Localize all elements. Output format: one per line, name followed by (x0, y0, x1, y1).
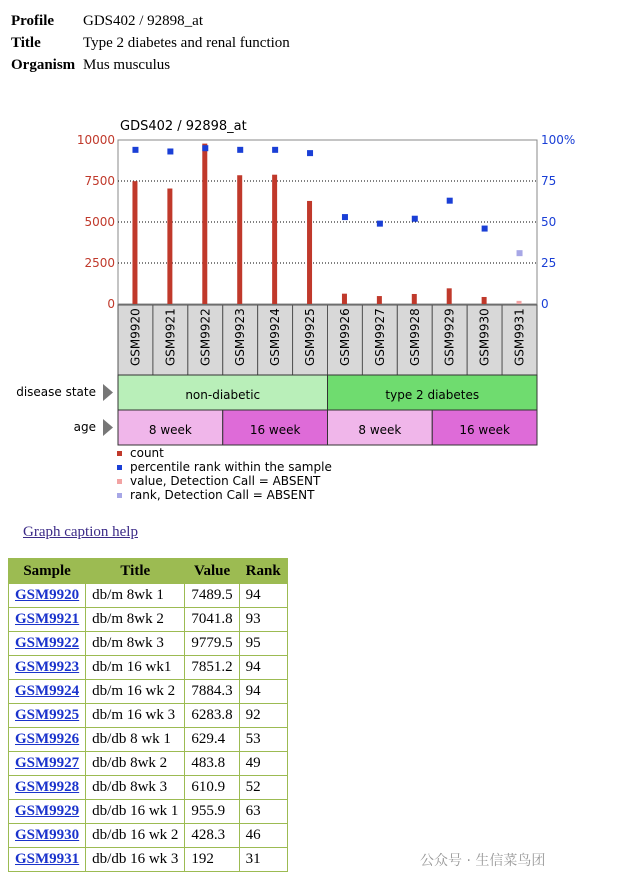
sample-cell[interactable] (9, 704, 86, 728)
rank-cell: 53 (239, 728, 287, 752)
table-row (9, 800, 288, 824)
organism-value: Mus musculus (83, 57, 171, 73)
rank-cell: 94 (239, 584, 287, 608)
sample-cell[interactable] (9, 848, 86, 872)
title-cell: db/db 8 wk 1 (86, 728, 185, 752)
rank-cell: 95 (239, 632, 287, 656)
count-bar (272, 175, 277, 304)
left-tick-label: 0 (107, 297, 115, 311)
sample-cell[interactable] (9, 680, 86, 704)
factor-group-label: 8 week (358, 423, 402, 437)
sample-cell[interactable] (9, 800, 86, 824)
rank-point (132, 147, 138, 153)
count-bar (482, 297, 487, 304)
title-cell: db/db 8wk 3 (86, 776, 185, 800)
table-row (9, 680, 288, 704)
table-row (9, 752, 288, 776)
sample-link[interactable]: GSM9930 (15, 827, 80, 843)
count-bar (342, 294, 347, 304)
category-label: GSM9921 (163, 308, 178, 366)
category-label: GSM9931 (512, 308, 527, 366)
legend-swatch (117, 451, 122, 456)
right-tick-label: 50 (541, 215, 557, 229)
graph-caption-help-link[interactable]: Graph caption help (23, 524, 138, 540)
table-row (9, 704, 288, 728)
right-tick-label: 100% (541, 133, 576, 147)
category-label: GSM9927 (372, 308, 387, 366)
value-cell: 955.9 (185, 800, 239, 824)
category-label: GSM9926 (337, 308, 352, 366)
right-tick-label: 0 (541, 297, 549, 311)
organism-label: Organism (11, 57, 76, 73)
sample-link[interactable]: GSM9922 (15, 635, 80, 651)
value-cell: 7489.5 (185, 584, 239, 608)
factor-label: disease state (16, 385, 96, 399)
category-label: GSM9924 (268, 308, 283, 366)
count-bar (202, 144, 207, 304)
legend-label: value, Detection Call = ABSENT (130, 474, 321, 488)
rank-point (342, 214, 348, 220)
legend-label: percentile rank within the sample (130, 460, 332, 474)
factor-label: age (73, 420, 96, 434)
table-row (9, 776, 288, 800)
profile-value: GDS402 / 92898_at (83, 13, 203, 29)
table-row (9, 848, 288, 872)
count-bar (307, 201, 312, 304)
left-tick-label: 2500 (84, 256, 115, 270)
samples-table (8, 558, 288, 872)
title-label: Title (11, 35, 41, 51)
sample-cell[interactable] (9, 824, 86, 848)
sample-cell[interactable] (9, 608, 86, 632)
category-label: GSM9928 (407, 308, 422, 366)
title-cell: db/m 16 wk 3 (86, 704, 185, 728)
rank-point (377, 221, 383, 227)
column-header: Sample (9, 559, 86, 584)
category-label: GSM9920 (128, 308, 143, 366)
chart-title: GDS402 / 92898_at (120, 119, 247, 134)
column-header: Rank (239, 559, 287, 584)
title-cell: db/m 8wk 3 (86, 632, 185, 656)
rank-cell: 63 (239, 800, 287, 824)
title-cell: db/m 8wk 2 (86, 608, 185, 632)
sample-cell[interactable] (9, 584, 86, 608)
left-tick-label: 10000 (76, 133, 115, 147)
value-cell: 7851.2 (185, 656, 239, 680)
rank-point (167, 148, 173, 154)
sample-link[interactable]: GSM9920 (15, 587, 80, 603)
rank-cell: 94 (239, 680, 287, 704)
title-cell: db/db 8wk 2 (86, 752, 185, 776)
sample-cell[interactable] (9, 656, 86, 680)
rank-point (307, 150, 313, 156)
rank-cell: 52 (239, 776, 287, 800)
right-tick-label: 25 (541, 256, 557, 270)
rank-point (237, 147, 243, 153)
left-tick-label: 7500 (84, 174, 115, 188)
count-bar (167, 189, 172, 304)
sample-link[interactable]: GSM9928 (15, 779, 80, 795)
value-cell: 629.4 (185, 728, 239, 752)
sample-link[interactable]: GSM9924 (15, 683, 80, 699)
category-label: GSM9923 (233, 308, 248, 366)
chevron-right-icon (103, 419, 113, 436)
sample-link[interactable]: GSM9923 (15, 659, 80, 675)
rank-point (482, 226, 488, 232)
value-cell: 7884.3 (185, 680, 239, 704)
sample-link[interactable]: GSM9926 (15, 731, 80, 747)
table-row (9, 824, 288, 848)
title-cell: db/m 16 wk1 (86, 656, 185, 680)
sample-cell[interactable] (9, 776, 86, 800)
table-header-row (9, 559, 288, 584)
count-bar (132, 181, 137, 304)
sample-cell[interactable] (9, 632, 86, 656)
table-body (9, 584, 288, 872)
title-cell: db/db 16 wk 2 (86, 824, 185, 848)
sample-link[interactable]: GSM9921 (15, 611, 80, 627)
rank-point (412, 216, 418, 222)
factor-group-label: non-diabetic (185, 388, 261, 402)
category-label: GSM9925 (303, 308, 318, 366)
count-bar (412, 294, 417, 304)
value-cell: 9779.5 (185, 632, 239, 656)
title-cell: db/m 16 wk 2 (86, 680, 185, 704)
legend-swatch (117, 465, 122, 470)
factor-group-label: 16 week (459, 423, 510, 437)
title-cell: db/db 16 wk 1 (86, 800, 185, 824)
table-row (9, 608, 288, 632)
left-tick-label: 5000 (84, 215, 115, 229)
table-row (9, 584, 288, 608)
value-cell: 192 (185, 848, 239, 872)
category-label: GSM9930 (477, 308, 492, 366)
rank-point (517, 250, 523, 256)
plot-frame (118, 140, 537, 304)
right-tick-label: 75 (541, 174, 557, 188)
legend-label: count (130, 446, 164, 460)
table-row (9, 632, 288, 656)
title-cell: db/db 16 wk 3 (86, 848, 185, 872)
count-bar (447, 288, 452, 304)
category-label: GSM9922 (198, 308, 213, 366)
rank-point (202, 145, 208, 151)
sample-link[interactable]: GSM9927 (15, 755, 80, 771)
legend-swatch (117, 493, 122, 498)
value-cell: 6283.8 (185, 704, 239, 728)
value-cell: 610.9 (185, 776, 239, 800)
rank-point (272, 147, 278, 153)
sample-cell[interactable] (9, 752, 86, 776)
title-cell: db/m 8wk 1 (86, 584, 185, 608)
table-row (9, 656, 288, 680)
rank-point (447, 198, 453, 204)
rank-cell: 94 (239, 656, 287, 680)
legend-label: rank, Detection Call = ABSENT (130, 488, 315, 502)
value-cell: 7041.8 (185, 608, 239, 632)
category-label: GSM9929 (442, 308, 457, 366)
rank-cell: 46 (239, 824, 287, 848)
chevron-right-icon (103, 384, 113, 401)
rank-cell: 93 (239, 608, 287, 632)
sample-link[interactable]: GSM9929 (15, 803, 80, 819)
title-value: Type 2 diabetes and renal function (83, 35, 290, 51)
sample-link[interactable]: GSM9931 (15, 851, 80, 867)
watermark: 公众号 · 生信菜鸟团 (420, 853, 546, 869)
sample-cell[interactable] (9, 728, 86, 752)
rank-cell: 49 (239, 752, 287, 776)
count-bar (517, 301, 522, 304)
profile-label: Profile (11, 13, 55, 29)
count-bar (237, 175, 242, 304)
sample-link[interactable]: GSM9925 (15, 707, 80, 723)
value-cell: 428.3 (185, 824, 239, 848)
count-bar (377, 296, 382, 304)
rank-cell: 31 (239, 848, 287, 872)
rank-cell: 92 (239, 704, 287, 728)
column-header: Title (86, 559, 185, 584)
factor-group-label: 8 week (148, 423, 192, 437)
factor-group-label: type 2 diabetes (385, 388, 480, 402)
factor-group-label: 16 week (249, 423, 301, 437)
value-cell: 483.8 (185, 752, 239, 776)
table-row (9, 728, 288, 752)
column-header: Value (185, 559, 239, 584)
legend-swatch (117, 479, 122, 484)
